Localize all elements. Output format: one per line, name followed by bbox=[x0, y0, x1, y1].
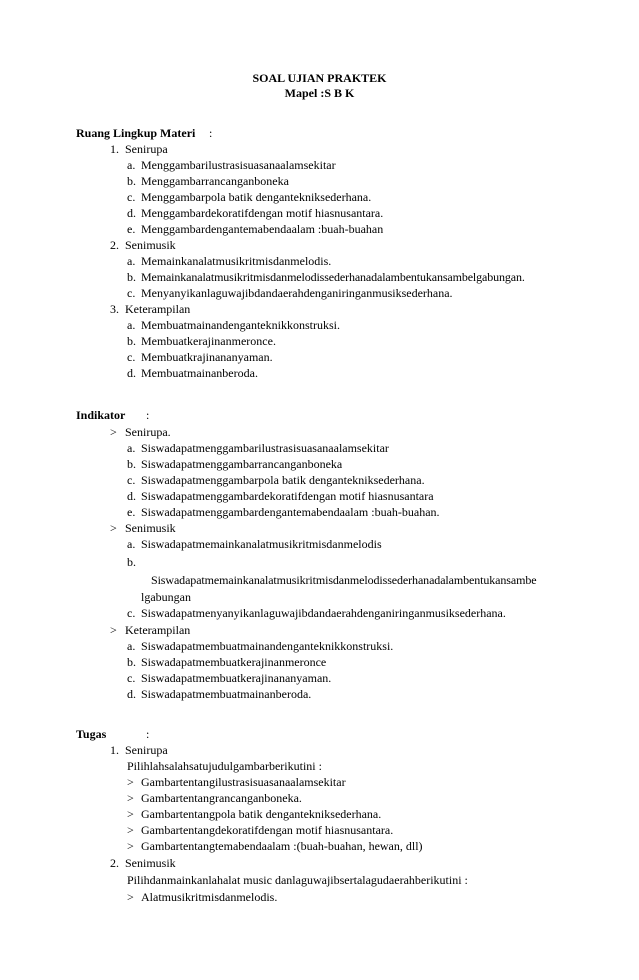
list-item: Memainkanalatmusikritmisdanmelodissederhanadalambentukansambelgabungan. bbox=[141, 270, 525, 284]
bullet-arrow-icon: > bbox=[110, 521, 117, 535]
item-marker: b. bbox=[127, 174, 136, 188]
list-item: Membuatkerajinanmeronce. bbox=[141, 334, 276, 348]
section-heading-ruang-lingkup: Ruang Lingkup Materi bbox=[76, 126, 196, 140]
list-item: Menyanyikanlaguwajibdandaerahdenganiringanmusiksederhana. bbox=[141, 286, 453, 300]
item-marker: a. bbox=[127, 537, 136, 551]
item-marker: d. bbox=[127, 489, 136, 503]
list-item: Siswadapatmembuatmainandenganteknikkonstruksi. bbox=[141, 639, 394, 653]
list-item: Siswadapatmenggambardengantemabendaalam :buah-buahan. bbox=[141, 505, 440, 519]
list-item: Menggambardekoratifdengan motif hiasnusantara. bbox=[141, 206, 384, 220]
bullet-arrow-icon: > bbox=[127, 890, 134, 904]
bullet-arrow-icon: > bbox=[110, 425, 117, 439]
item-marker: d. bbox=[127, 206, 136, 220]
list-item: Siswadapatmembuatmainanberoda. bbox=[141, 687, 312, 701]
item-marker: c. bbox=[127, 473, 136, 487]
item-marker: b. bbox=[127, 334, 136, 348]
list-item: Siswadapatmenyanyikanlaguwajibdandaerahdenganiringanmusiksederhana. bbox=[141, 606, 506, 620]
list-item: Siswadapatmenggambarilustrasisuasanaalamsekitar bbox=[141, 441, 389, 455]
list-item: Siswadapatmenggambarpola batik dengantekniksederhana. bbox=[141, 473, 425, 487]
list-item: Gambartentangilustrasisuasanaalamsekitar bbox=[141, 775, 346, 789]
list-item: Menggambarpola batik dengantekniksederhana. bbox=[141, 190, 372, 204]
item-marker: b. bbox=[127, 457, 136, 471]
list-item: Siswadapatmenggambardekoratifdengan motif hiasnusantara bbox=[141, 489, 434, 503]
section-heading-tugas: Tugas bbox=[76, 727, 107, 741]
item-marker: c. bbox=[127, 671, 136, 685]
list-number: 2. bbox=[110, 238, 119, 252]
list-item: Gambartentangtemabendaalam :(buah-buahan, hewan, dll) bbox=[141, 839, 423, 853]
subsection-title: Senimusik bbox=[125, 238, 176, 252]
subsection-title: Keterampilan bbox=[125, 623, 191, 637]
item-marker: d. bbox=[127, 687, 136, 701]
item-marker: a. bbox=[127, 318, 136, 332]
item-marker: a. bbox=[127, 254, 136, 268]
document-title: SOAL UJIAN PRAKTEK bbox=[252, 71, 387, 85]
task-instruction: Pilihdanmainkanlahalat music danlaguwajibsertalagudaerahberikutini : bbox=[127, 873, 468, 887]
list-item: Menggambarilustrasisuasanaalamsekitar bbox=[141, 158, 336, 172]
list-item: Alatmusikritmisdanmelodis. bbox=[141, 890, 278, 904]
subsection-title: Senimusik bbox=[125, 856, 176, 870]
subsection-title: Senirupa bbox=[125, 142, 168, 156]
task-instruction: Pilihlahsalahsatujudulgambarberikutini : bbox=[127, 759, 322, 773]
list-item: Gambartentangdekoratifdengan motif hiasnusantara. bbox=[141, 823, 394, 837]
list-item: Menggambarrancanganboneka bbox=[141, 174, 289, 188]
list-item: Menggambardengantemabendaalam :buah-buahan bbox=[141, 222, 384, 236]
item-marker: c. bbox=[127, 190, 136, 204]
list-number: 3. bbox=[110, 302, 119, 316]
list-item: Siswadapatmembuatkerajinananyaman. bbox=[141, 671, 332, 685]
section-colon: : bbox=[209, 126, 213, 140]
document-subject: Mapel :S B K bbox=[284, 86, 355, 100]
bullet-arrow-icon: > bbox=[127, 775, 134, 789]
item-marker: c. bbox=[127, 286, 136, 300]
subsection-title: Senirupa. bbox=[125, 425, 171, 439]
list-item: Siswadapatmenggambarrancanganboneka bbox=[141, 457, 343, 471]
list-number: 1. bbox=[110, 142, 119, 156]
list-item-continuation: lgabungan bbox=[141, 590, 191, 604]
item-marker: c. bbox=[127, 606, 136, 620]
list-item: Gambartentangpola batik dengantekniksederhana. bbox=[141, 807, 382, 821]
list-number: 1. bbox=[110, 743, 119, 757]
subsection-title: Senirupa bbox=[125, 743, 168, 757]
section-colon: : bbox=[146, 727, 150, 741]
list-item: Siswadapatmemainkanalatmusikritmisdanmelodis bbox=[141, 537, 382, 551]
item-marker: e. bbox=[127, 505, 136, 519]
item-marker: a. bbox=[127, 639, 136, 653]
list-item: Siswadapatmembuatkerajinanmeronce bbox=[141, 655, 327, 669]
bullet-arrow-icon: > bbox=[127, 791, 134, 805]
list-item: Membuatkrajinananyaman. bbox=[141, 350, 273, 364]
bullet-arrow-icon: > bbox=[127, 823, 134, 837]
item-marker: e. bbox=[127, 222, 136, 236]
item-marker: b. bbox=[127, 655, 136, 669]
section-heading-indikator: Indikator bbox=[76, 408, 126, 422]
list-item: Memainkanalatmusikritmisdanmelodis. bbox=[141, 254, 332, 268]
section-colon: : bbox=[146, 408, 150, 422]
list-item: Siswadapatmemainkanalatmusikritmisdanmelodissederhanadalambentukansambe bbox=[151, 573, 537, 587]
list-item: Membuatmainandenganteknikkonstruksi. bbox=[141, 318, 340, 332]
bullet-arrow-icon: > bbox=[127, 807, 134, 821]
item-marker: a. bbox=[127, 441, 136, 455]
item-marker: a. bbox=[127, 158, 136, 172]
list-item: Membuatmainanberoda. bbox=[141, 366, 258, 380]
bullet-arrow-icon: > bbox=[127, 839, 134, 853]
bullet-arrow-icon: > bbox=[110, 623, 117, 637]
subsection-title: Senimusik bbox=[125, 521, 176, 535]
list-number: 2. bbox=[110, 856, 119, 870]
subsection-title: Keterampilan bbox=[125, 302, 191, 316]
item-marker: d. bbox=[127, 366, 136, 380]
item-marker: b. bbox=[127, 555, 136, 569]
list-item: Gambartentangrancanganboneka. bbox=[141, 791, 302, 805]
item-marker: b. bbox=[127, 270, 136, 284]
item-marker: c. bbox=[127, 350, 136, 364]
